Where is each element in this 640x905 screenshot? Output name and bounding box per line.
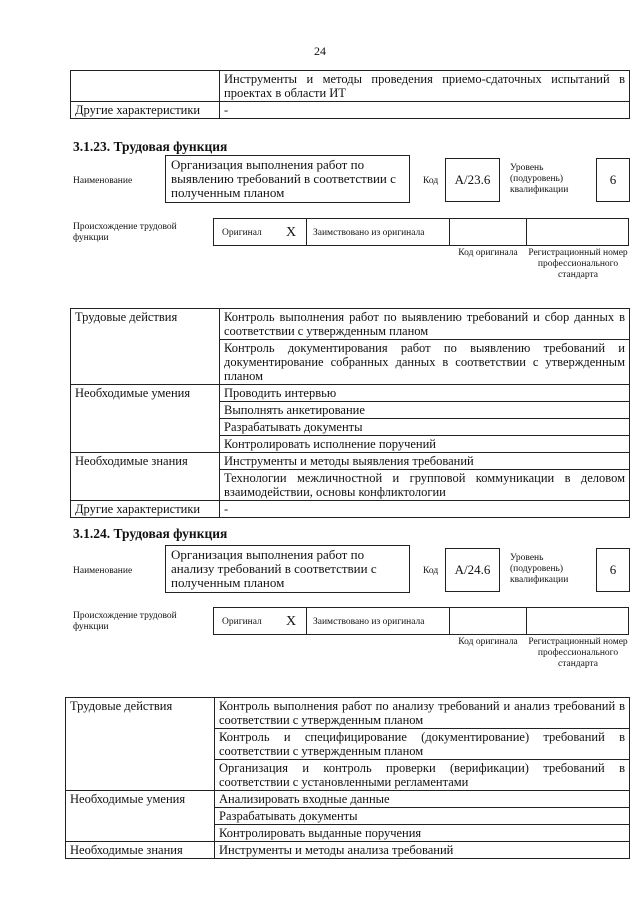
row-item: Контролировать исполнение поручений: [220, 436, 630, 453]
level-value-box: 6: [596, 548, 630, 592]
origin-table: [213, 218, 629, 246]
code-label: Код: [423, 176, 439, 186]
row-item: Инструменты и методы проведения приемо-сдаточных испытаний в проектах в области ИТ: [220, 71, 630, 102]
level-value-box: 6: [596, 158, 630, 202]
table-row: [66, 842, 630, 859]
name-label: Наименование: [73, 566, 133, 576]
divider: [526, 608, 527, 634]
row-item: Контролировать выданные поручения: [215, 825, 630, 842]
row-label: Другие характеристики: [71, 501, 220, 518]
continuation-table: [70, 70, 630, 119]
section-heading: 3.1.24. Трудовая функция: [73, 526, 228, 541]
function-details-table: [70, 308, 630, 518]
divider: [306, 219, 307, 245]
row-item: Анализировать входные данные: [215, 791, 630, 808]
row-item: Инструменты и методы анализа требований: [215, 842, 630, 859]
table-row: [71, 71, 630, 102]
function-name-box: Организация выполнения работ по выявлению требований в соответствии с полученным планом: [165, 155, 410, 203]
row-label: Трудовые действия: [66, 698, 215, 791]
origin-table: [213, 607, 629, 635]
origin-label: Происхождение трудовой функции: [73, 222, 177, 243]
table-row: [66, 698, 630, 729]
row-item: Контроль выполнения работ по анализу требований и анализ требований в соответствии с утвержденным планом: [215, 698, 630, 729]
row-item: Контроль выполнения работ по выявлению требований и сбор данных в соответствии с утвержденным планом: [220, 309, 630, 340]
borrowed-label: Заимствовано из оригинала: [313, 617, 425, 627]
row-item: -: [220, 501, 630, 518]
table-row: [71, 309, 630, 340]
row-item: Разрабатывать документы: [215, 808, 630, 825]
reg-number-caption: Регистрационный номер профессионального стандарта: [528, 637, 628, 669]
borrowed-label: Заимствовано из оригинала: [313, 228, 425, 238]
table-row: [66, 791, 630, 808]
row-label: Трудовые действия: [71, 309, 220, 385]
page-number: 24: [314, 44, 326, 58]
code-label: Код: [423, 566, 439, 576]
row-item: Технологии межличностной и групповой коммуникации в деловом взаимодействии, основы конфликтологии: [220, 470, 630, 501]
row-label: Необходимые знания: [66, 842, 215, 859]
function-name-box: Организация выполнения работ по анализу требований в соответствии с полученным планом: [165, 545, 410, 593]
table-row: [71, 385, 630, 402]
code-value-box: A/24.6: [445, 548, 500, 592]
code-original-caption: Код оригинала: [458, 637, 518, 647]
original-label: Оригинал: [222, 228, 262, 238]
origin-label: Происхождение трудовой функции: [73, 611, 177, 632]
original-label: Оригинал: [222, 617, 262, 627]
code-value-box: A/23.6: [445, 158, 500, 202]
row-label: [71, 71, 220, 102]
level-label: Уровень (подуровень) квалификации: [510, 553, 569, 585]
reg-number-caption: Регистрационный номер профессионального стандарта: [528, 248, 628, 280]
row-label: Необходимые знания: [71, 453, 220, 501]
section-heading: 3.1.23. Трудовая функция: [73, 139, 228, 154]
table-row: [71, 102, 630, 119]
name-label: Наименование: [73, 176, 133, 186]
row-item: Инструменты и методы выявления требований: [220, 453, 630, 470]
original-mark: X: [286, 225, 297, 240]
row-label: Другие характеристики: [71, 102, 220, 119]
row-label: Необходимые умения: [66, 791, 215, 842]
function-details-table: [65, 697, 630, 859]
row-item: -: [220, 102, 630, 119]
row-label: Необходимые умения: [71, 385, 220, 453]
row-item: Разрабатывать документы: [220, 419, 630, 436]
row-item: Выполнять анкетирование: [220, 402, 630, 419]
divider: [526, 219, 527, 245]
table-row: [71, 453, 630, 470]
row-item: Контроль и специфицирование (документирование) требований в соответствии с утвержденным планом: [215, 729, 630, 760]
row-item: Контроль документирования работ по выявлению требований и документирование собранных данных в соответствии с утвержденным планом: [220, 340, 630, 385]
table-row: [71, 501, 630, 518]
divider: [306, 608, 307, 634]
level-label: Уровень (подуровень) квалификации: [510, 163, 569, 195]
row-item: Организация и контроль проверки (верификации) требований в соответствии с установленными регламентами: [215, 760, 630, 791]
divider: [449, 608, 450, 634]
code-original-caption: Код оригинала: [458, 248, 518, 258]
original-mark: X: [286, 614, 297, 629]
divider: [449, 219, 450, 245]
row-item: Проводить интервью: [220, 385, 630, 402]
